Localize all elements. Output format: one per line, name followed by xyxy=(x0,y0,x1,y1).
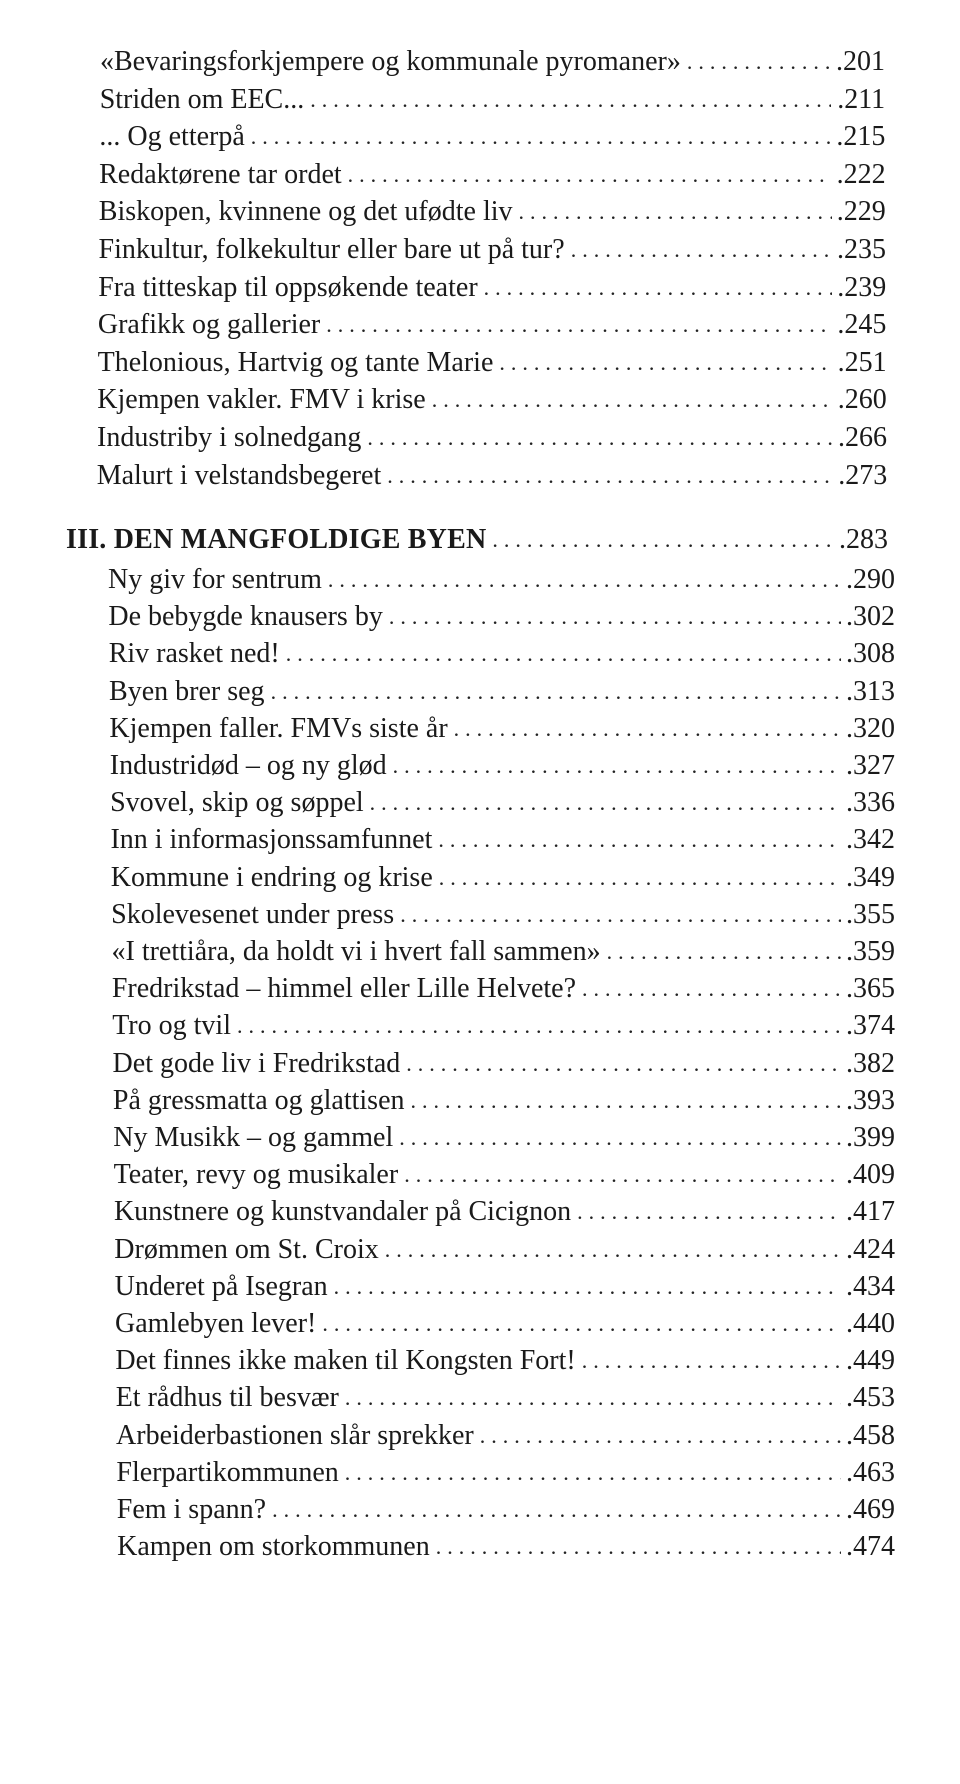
dot-leader xyxy=(387,461,833,491)
toc-entry-page: .308 xyxy=(845,638,895,670)
toc-entry-title: Det gode liv i Fredrikstad xyxy=(112,1047,401,1079)
dot-leader xyxy=(326,310,832,340)
toc-entry-page: .440 xyxy=(846,1308,895,1339)
toc-entry-title: De bebygde knausers by xyxy=(108,601,383,633)
toc-entry xyxy=(97,378,887,418)
toc-entry-title: Kjempen faller. FMVs siste år xyxy=(109,712,448,744)
dot-leader xyxy=(345,1458,841,1488)
toc-entry xyxy=(117,1525,895,1565)
toc-entry-title: Fredrikstad – himmel eller Lille Helvete? xyxy=(111,973,577,1005)
toc-entry xyxy=(98,266,886,306)
toc-entry-page: .474 xyxy=(845,1531,895,1563)
toc-entry xyxy=(108,595,895,635)
dot-leader xyxy=(406,1049,841,1079)
toc-entry-page: .320 xyxy=(845,712,895,744)
toc-entry xyxy=(97,416,887,456)
toc-entry xyxy=(98,303,887,343)
toc-entry xyxy=(99,190,886,230)
toc-entry xyxy=(116,1451,895,1491)
toc-entry xyxy=(111,856,895,896)
toc-entry-page: .365 xyxy=(845,973,895,1005)
toc-entry-title: Skolevesenet under press xyxy=(111,898,395,930)
toc-entry-title: Ny Musikk – og gammel xyxy=(113,1122,394,1153)
toc-entry-title: Flerpartikommunen xyxy=(116,1456,339,1488)
toc-entry xyxy=(114,1190,895,1230)
toc-entry-title: Finkultur, folkekultur eller bare ut på tur? xyxy=(98,234,565,265)
toc-entry-page: .355 xyxy=(845,898,895,930)
part-heading xyxy=(66,518,888,558)
toc-entry xyxy=(109,707,895,747)
toc-entry xyxy=(99,228,887,268)
toc-entry-page: .222 xyxy=(836,158,886,190)
toc-entry xyxy=(114,1153,895,1193)
dot-leader xyxy=(237,1011,841,1041)
toc-entry-page: .449 xyxy=(845,1345,895,1377)
toc-entry-page: .273 xyxy=(838,459,888,491)
dot-leader xyxy=(272,1495,841,1525)
toc-entry xyxy=(97,454,888,494)
dot-leader xyxy=(492,525,834,555)
dot-leader xyxy=(411,1086,841,1116)
dot-leader xyxy=(577,1197,841,1227)
toc-entry-page: .417 xyxy=(845,1196,895,1228)
dot-leader xyxy=(400,900,841,930)
dot-leader xyxy=(389,602,841,632)
toc-entry-title: Det finnes ikke maken til Kongsten Fort! xyxy=(115,1345,576,1377)
toc-entry-page: .313 xyxy=(845,675,895,707)
toc-entry xyxy=(110,744,895,784)
toc-entry xyxy=(114,1228,895,1268)
toc-entry-page: .302 xyxy=(845,601,895,633)
toc-entry-title: Thelonious, Hartvig og tante Marie xyxy=(97,346,494,378)
dot-leader xyxy=(399,1123,841,1153)
dot-leader xyxy=(334,1272,841,1302)
toc-entry-page: .229 xyxy=(836,196,886,228)
toc-entry xyxy=(109,670,895,710)
toc-entry-title: Riv rasket ned! xyxy=(108,638,280,670)
toc-entry-title: Drømmen om St. Croix xyxy=(114,1233,379,1265)
toc-entry-page: .458 xyxy=(845,1419,895,1451)
toc-entry-title: Teater, revy og musikaler xyxy=(113,1159,399,1191)
dot-leader xyxy=(322,1309,841,1339)
toc-entry-page: .245 xyxy=(837,309,887,341)
toc-entry-title: Gamlebyen lever! xyxy=(115,1308,317,1339)
dot-leader xyxy=(480,1421,841,1451)
toc-entry xyxy=(111,893,895,933)
toc-entry-title: Biskopen, kvinnene og det ufødte liv xyxy=(98,196,513,228)
toc-entry-title: Malurt i velstandsbegeret xyxy=(96,459,382,491)
toc-entry xyxy=(115,1302,895,1342)
toc-entry-page: .215 xyxy=(836,121,886,153)
toc-entry-title: Byen brer seg xyxy=(109,675,265,707)
toc-entry-title: Kommune i endring og krise xyxy=(110,861,433,893)
toc-entry xyxy=(98,341,887,381)
toc-entry-title: Arbeiderbastionen slår sprekker xyxy=(116,1419,474,1451)
dot-leader xyxy=(404,1160,841,1190)
toc-entry-title: «I trettiåra, da holdt vi i hvert fall sammen» xyxy=(111,936,601,967)
toc-entry-page: .393 xyxy=(845,1084,895,1116)
toc-entry-title: Fra titteskap til oppsøkende teater xyxy=(98,271,478,303)
toc-entry-page: .266 xyxy=(838,422,887,453)
toc-entry xyxy=(117,1488,895,1528)
toc-entry xyxy=(100,40,885,80)
dot-leader xyxy=(499,348,832,378)
toc-entry-page: .434 xyxy=(845,1270,895,1302)
toc-entry-page: .469 xyxy=(846,1494,895,1525)
dot-leader xyxy=(687,47,831,77)
toc-entry xyxy=(110,781,895,821)
toc-entry-page: .349 xyxy=(845,861,895,893)
dot-leader xyxy=(271,677,841,707)
toc-entry xyxy=(113,1042,895,1082)
dot-leader xyxy=(439,863,841,893)
dot-leader xyxy=(454,714,841,744)
toc-entry xyxy=(108,558,895,598)
toc-entry-title: Kampen om storkommunen xyxy=(117,1531,430,1563)
toc-entry xyxy=(115,1265,895,1305)
toc-entry xyxy=(115,1339,895,1379)
toc-entry-title: På gressmatta og glattisen xyxy=(112,1084,405,1116)
toc-entry-title: Svovel, skip og søppel xyxy=(110,787,364,819)
toc-entry-title: III. DEN MANGFOLDIGE BYEN xyxy=(66,524,487,555)
dot-leader xyxy=(607,937,841,967)
toc-entry-page: .201 xyxy=(836,46,885,77)
toc-entry-page: .424 xyxy=(845,1233,895,1265)
toc-entry xyxy=(100,78,886,118)
toc-entry xyxy=(116,1414,895,1454)
toc-entry xyxy=(109,632,895,672)
toc-entry-title: Striden om EEC... xyxy=(99,83,305,115)
dot-leader xyxy=(310,85,831,115)
toc-entry-page: .239 xyxy=(837,271,887,303)
toc-entry-title: Inn i informasjonssamfunnet xyxy=(110,824,433,856)
toc-entry-title: Underet på Isegran xyxy=(114,1270,328,1302)
dot-leader xyxy=(367,423,833,453)
dot-leader xyxy=(582,974,841,1004)
toc-entry-page: .409 xyxy=(845,1159,895,1191)
dot-leader xyxy=(436,1532,841,1562)
toc-entry xyxy=(112,930,896,970)
toc-entry-title: «Bevaringsforkjempere og kommunale pyromaner» xyxy=(100,46,681,77)
toc-entry xyxy=(113,1079,895,1119)
toc-entry xyxy=(110,818,895,858)
dot-leader xyxy=(251,122,832,152)
toc-entry xyxy=(99,115,885,155)
toc-entry-title: Fem i spann? xyxy=(116,1494,267,1525)
dot-leader xyxy=(519,197,832,227)
toc-entry-page: .359 xyxy=(846,936,895,967)
toc-entry-title: Industriby i solnedgang xyxy=(97,422,362,453)
toc-entry-title: ... Og etterpå xyxy=(99,121,245,153)
toc-entry xyxy=(116,1376,895,1416)
toc-entry xyxy=(112,967,895,1007)
toc-entry-page: .283 xyxy=(839,524,888,555)
toc-entry xyxy=(113,1116,895,1156)
toc-entry-page: .327 xyxy=(846,750,895,781)
toc-entry-page: .336 xyxy=(845,787,895,819)
toc-entry xyxy=(99,153,886,193)
dot-leader xyxy=(385,1235,841,1265)
toc-entry-page: .211 xyxy=(837,83,886,115)
toc-entry-title: Grafikk og gallerier xyxy=(97,309,321,341)
toc-entry-page: .235 xyxy=(837,234,886,265)
dot-leader xyxy=(484,273,833,303)
dot-leader xyxy=(348,160,832,190)
dot-leader xyxy=(370,788,841,818)
toc-entry-title: Kjempen vakler. FMV i krise xyxy=(97,384,426,416)
toc-entry-title: Redaktørene tar ordet xyxy=(99,158,342,190)
dot-leader xyxy=(432,385,833,415)
dot-leader xyxy=(393,751,841,781)
dot-leader xyxy=(328,565,841,595)
toc-entry xyxy=(112,1004,895,1044)
toc-entry-page: .463 xyxy=(845,1456,895,1488)
toc-entry-page: .374 xyxy=(845,1010,895,1042)
dot-leader xyxy=(286,639,841,669)
toc-entry-page: .399 xyxy=(846,1122,895,1153)
toc-entry-title: Kunstnere og kunstvandaler på Cicignon xyxy=(113,1196,572,1228)
toc-entry-page: .251 xyxy=(837,346,887,378)
dot-leader xyxy=(345,1383,841,1413)
dot-leader xyxy=(571,235,832,265)
toc-entry-title: Ny giv for sentrum xyxy=(108,564,322,595)
toc-entry-page: .453 xyxy=(845,1382,895,1414)
toc-entry-page: .342 xyxy=(845,824,895,856)
toc-entry-title: Industridød – og ny glød xyxy=(109,750,387,781)
toc-entry-page: .290 xyxy=(846,564,895,595)
dot-leader xyxy=(438,825,841,855)
dot-leader xyxy=(582,1346,841,1376)
toc-entry-page: .382 xyxy=(845,1047,895,1079)
toc-entry-page: .260 xyxy=(837,384,887,416)
toc-entry-title: Et rådhus til besvær xyxy=(115,1382,339,1414)
toc-entry-title: Tro og tvil xyxy=(112,1010,231,1042)
